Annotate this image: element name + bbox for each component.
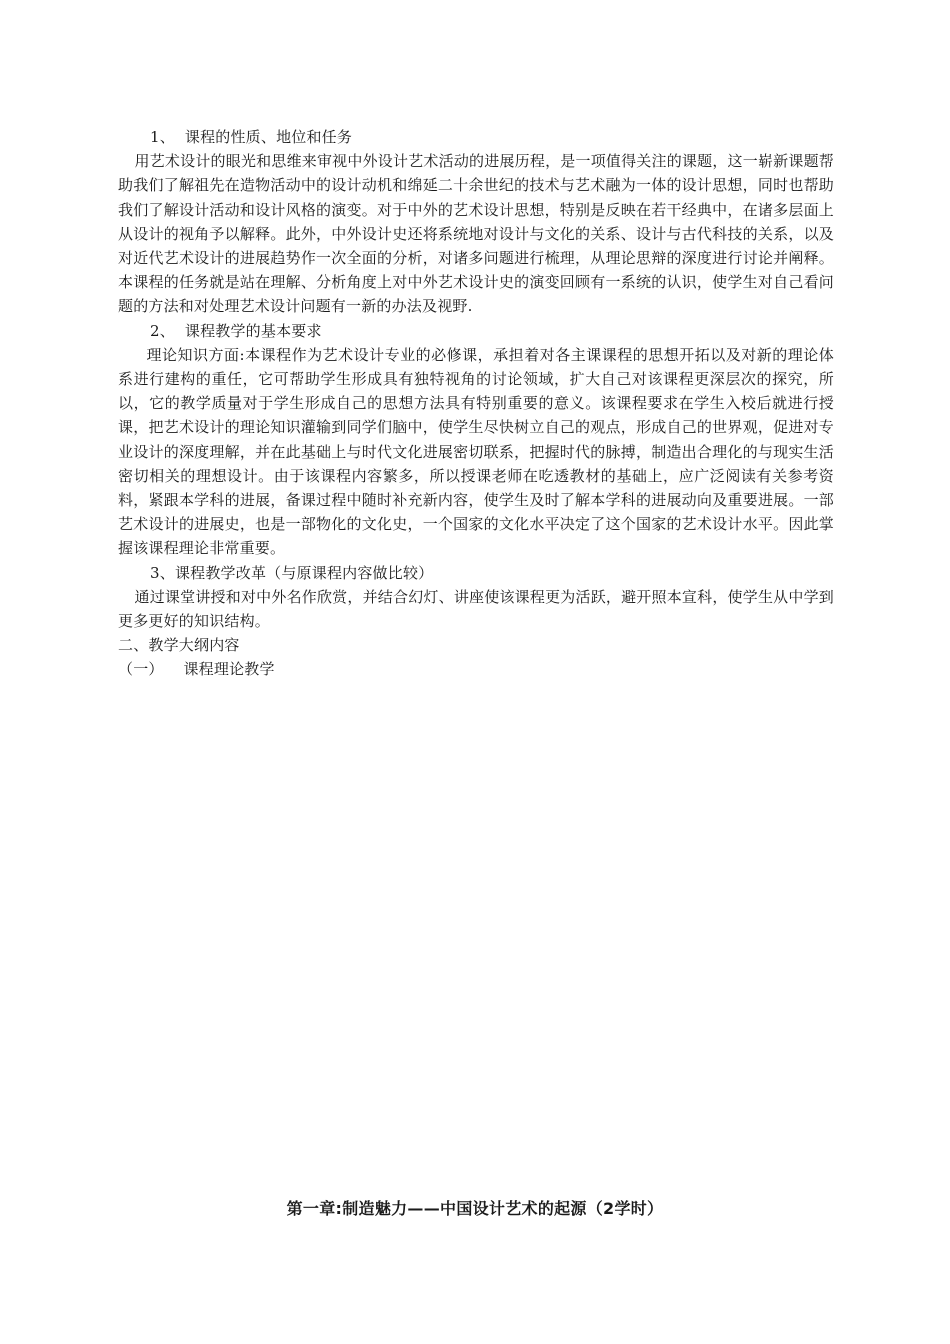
section-heading-nature: 1、 课程的性质、地位和任务 (150, 128, 353, 146)
outline-heading: 二、教学大纲内容 (118, 636, 240, 655)
section-paragraph-nature: 用艺术设计的眼光和思维来审视中外设计艺术活动的进展历程，是一项值得关注的课题，这一崭新课题帮助我们了解祖先在造物活动中的设计动机和绵延二十余世纪的技术与艺术融为一体的设计思想，同时也帮助我们了解设计活动和设计风格的演变。对于中外的艺术设计思想，特别是反映在若干经典中，在诸多层面上从设计的视角予以解释。此外，中外设计史还将系统地对设计与文化的关系、设计与古代科技的关系，以及对近代艺术设计的进展趋势作一次全面的分析，对诸多问题进行梳理，从理论思辩的深度进行讨论并阐释。本课程的任务就是站在理解、分析角度上对中外艺术设计史的演变回顾有一系统的认识，使学生对自己看问题的方法和对处理艺术设计问题有一新的办法及视野. (118, 152, 834, 316)
chapter-title: 第一章:制造魅力——中国设计艺术的起源（2学时） (286, 1199, 664, 1218)
section-heading-requirements: 2、 课程教学的基本要求 (150, 321, 322, 340)
section-paragraph-requirements: 理论知识方面:本课程作为艺术设计专业的必修课，承担着对各主课课程的思想开拓以及对新的理论体系进行建构的重任，它可帮助学生形成具有独特视角的讨论领域，扩大自己对该课程更深层次的探究，所以，它的教学质量对于学生形成自己的思想方法具有特别重要的意义。该课程要求在学生入校后就进行授课，把艺术设计的理论知识灌输到同学们脑中，使学生尽快树立自己的观点，形成自己的世界观，促进对专业设计的深度理解，并在此基础上与时代文化进展密切联系，把握时代的脉搏，制造出合理化的与现实生活密切相关的理想设计。由于该课程内容繁多，所以授课老师在吃透教材的基础上，应广泛阅读有关参考资料，紧跟本学科的进展，备课过程中随时补充新内容，使学生及时了解本学科的进展动向及重要进展。一部艺术设计的进展史，也是一部物化的文化史，一个国家的文化水平决定了这个国家的艺术设计水平。因此掌握该课程理论非常重要。 (118, 345, 834, 558)
section-paragraph-reform: 通过课堂讲授和对中外名作欣赏，并结合幻灯、讲座使该课程更为活跃，避开照本宣科，使学生从中学到更多更好的知识结构。 (118, 587, 834, 631)
outline-subheading: （一） 课程理论教学 (118, 660, 275, 679)
section-heading-reform: 3、课程教学改革（与原课程内容做比较） (150, 563, 434, 582)
document-body (118, 125, 834, 682)
